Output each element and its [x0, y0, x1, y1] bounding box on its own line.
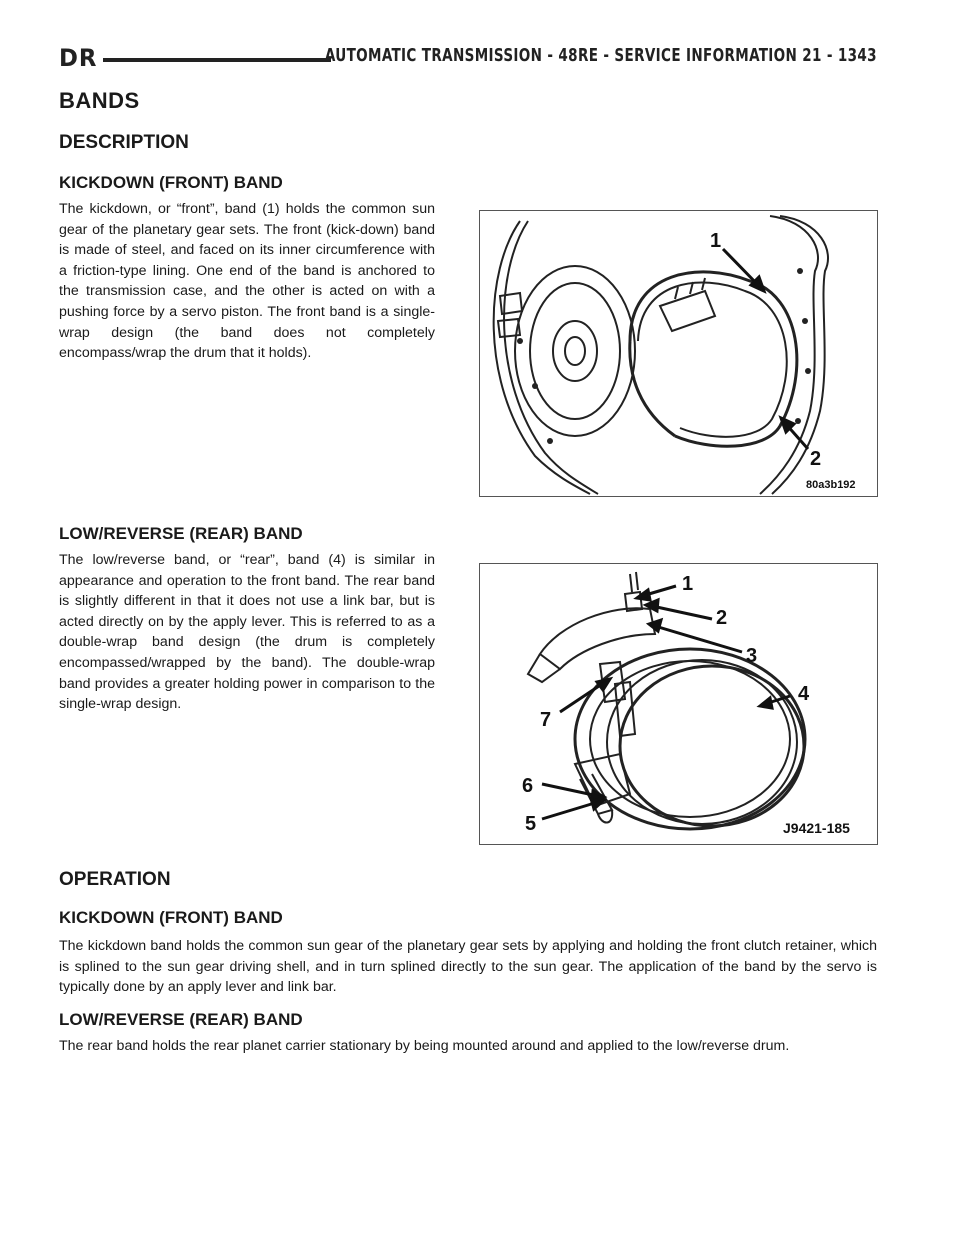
- rear-band-illustration: [480, 564, 877, 844]
- page-title: BANDS: [59, 88, 140, 113]
- fig2-callout-1: 1: [682, 573, 694, 595]
- page-header: [59, 44, 877, 74]
- fig1-callout-2: 2: [810, 448, 822, 470]
- fig2-caption: J9421-185: [783, 820, 850, 836]
- fig2-callout-7: 7: [540, 709, 552, 731]
- front-band-figure: [479, 210, 878, 497]
- fig2-callout-6: 6: [522, 775, 534, 797]
- fig2-callout-4: 4: [798, 683, 810, 705]
- front-band-illustration: [480, 211, 877, 496]
- op-kickdown-text: The kickdown band holds the common sun gear of the planetary gear sets by applying and holding the front clutch retainer, which is splined to the sun gear driving shell, and in turn splined directly to the sun gear. The application of the band by the servo is typically done by an apply lever and link bar.: [59, 938, 877, 996]
- operation-heading: OPERATION: [59, 869, 171, 890]
- fig1-callout-1: 1: [710, 230, 722, 252]
- desc-low-reverse-text: The low/reverse band, or “rear”, band (4) is similar in appearance and operation to the front band. The rear band is slightly different in that it does not use a link bar, but is acted directly on by the apply lever. This is referred to as a double-wrap band design (the drum is completely encompassed/wrapped by the band). The double-wrap band provides a greater holding power in comparison to the single-wrap design.: [59, 552, 435, 713]
- fig1-caption: 80a3b192: [806, 479, 856, 491]
- header-section-title: AUTOMATIC TRANSMISSION - 48RE - SERVICE INFORMATION 21 - 1343: [324, 46, 877, 66]
- op-kickdown-heading: KICKDOWN (FRONT) BAND: [59, 908, 283, 927]
- description-heading: DESCRIPTION: [59, 132, 189, 153]
- header-rule: [103, 58, 331, 62]
- op-low-reverse-heading: LOW/REVERSE (REAR) BAND: [59, 1010, 303, 1029]
- fig2-callout-5: 5: [525, 813, 537, 835]
- desc-kickdown-heading: KICKDOWN (FRONT) BAND: [59, 173, 283, 192]
- desc-low-reverse-heading: LOW/REVERSE (REAR) BAND: [59, 524, 303, 543]
- rear-band-figure: [479, 563, 878, 845]
- fig2-callout-2: 2: [716, 607, 728, 629]
- fig2-callout-3: 3: [746, 645, 758, 667]
- op-low-reverse-text: The rear band holds the rear planet carrier stationary by being mounted around and applied to the low/reverse drum.: [59, 1038, 790, 1054]
- header-model-code: DR: [59, 44, 98, 72]
- desc-kickdown-text: The kickdown, or “front”, band (1) holds the common sun gear of the planetary gear sets. The front (kick-down) band is made of steel, and faced on its inner circumference with a friction-type lining. One end of the band is anchored to the transmission case, and the other is acted on with a pushing force by a servo piston. The front band is a single-wrap design (the band does not completely encompass/wrap the drum that it holds).: [59, 201, 435, 362]
